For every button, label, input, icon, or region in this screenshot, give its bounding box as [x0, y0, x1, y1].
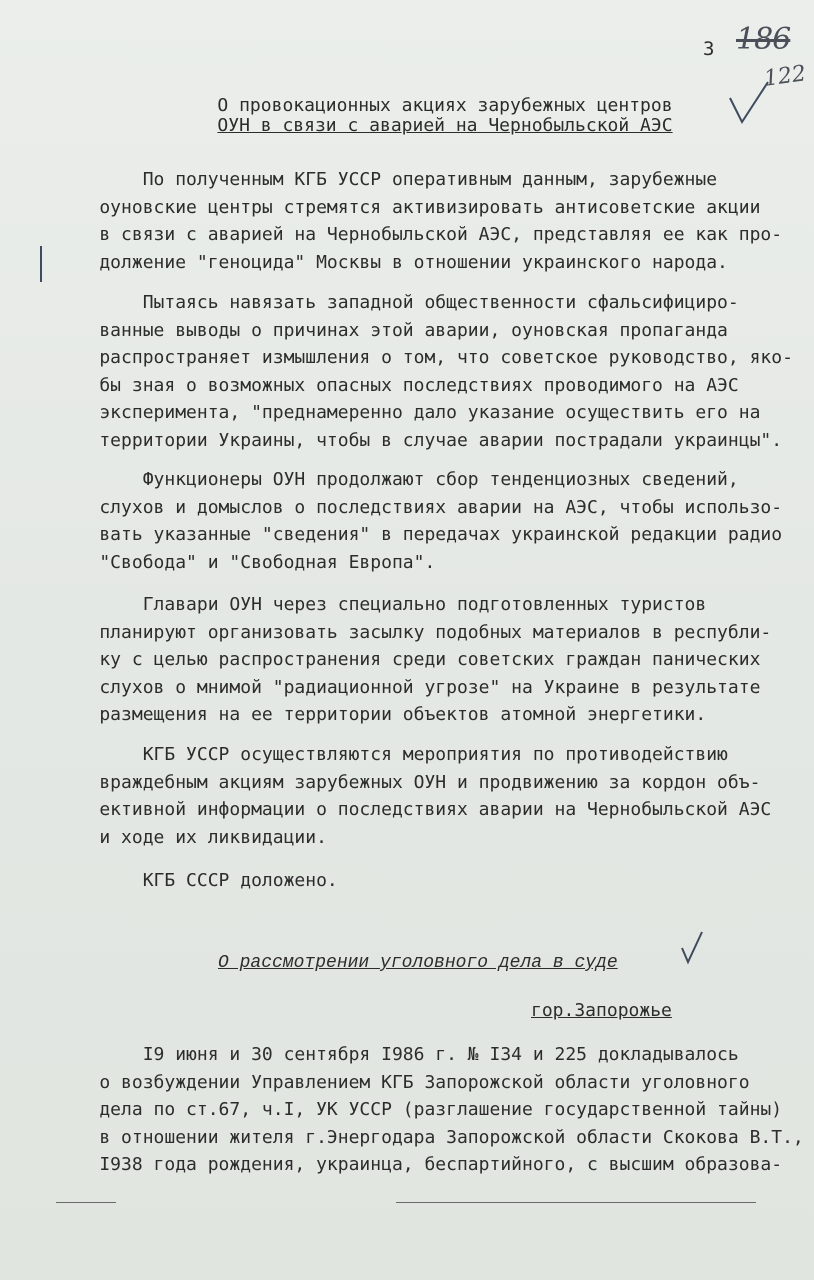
- underline-mark: [56, 1202, 116, 1203]
- paragraph: Главари ОУН через специально подготовленных туристов планируют организовать засылку подобных материалов в республи- ку с целью распространения среди советских граждан панических слухов о мнимой "радиационной угрозе" на Украине в результате размещения на ее территории объектов атомной энергетики.: [99, 594, 772, 725]
- handwritten-page-number: 186: [736, 22, 791, 57]
- checkmark-icon: [678, 928, 708, 968]
- section-location: гор.Запорожье: [531, 1000, 672, 1021]
- page-number: 3: [703, 38, 715, 60]
- paragraph: КГБ УССР осуществляются мероприятия по противодействию враждебным акциям зарубежных ОУН и продвижению за кордон объ- ективной информации о последствиях аварии на Чернобыльской АЭС и ходе их ликвидации.: [99, 744, 772, 848]
- paragraph: КГБ СССР доложено.: [56, 870, 338, 891]
- paragraph: Функционеры ОУН продолжают сбор тенденциозных сведений, слухов и домыслов о последствиях аварии на АЭС, чтобы использо- вать указанные "сведения" в передачах украинской редакции радио "Свобода" и "Свободная Европа".: [99, 469, 783, 573]
- paragraph: По полученным КГБ УССР оперативным данным, зарубежные оуновские центры стремятся активизировать антисоветские акции в связи с аварией на Чернобыльской АЭС, представляя ее как про- должение "геноцида" Москвы в отношении украинского народа.: [99, 169, 783, 273]
- checkmark-icon: [726, 78, 772, 128]
- section-title-line1: О провокационных акциях зарубежных центров: [217, 95, 673, 116]
- section-title-line2: ОУН в связи с аварией на Чернобыльской АЭС: [217, 115, 673, 136]
- paragraph: I9 июня и 30 сентября I986 г. № I34 и 225 докладывалось о возбуждении Управлением КГБ Запорожской области уголовного дела по ст.67, ч.I, УК УССР (разглашение государственной тайны) в отношении жителя г.Энергодара Запорожской области Скокова В.Т., I938 года рождения, украинца, беспартийного, с высшим образова-: [99, 1044, 804, 1175]
- margin-mark-icon: [36, 244, 46, 284]
- handwritten-sheet-number: 122: [762, 61, 808, 92]
- paragraph: Пытаясь навязать западной общественности сфальсифициро- ванные выводы о причинах этой аварии, оуновская пропаганда распространяет измышления о том, что советское руководство, яко- бы зная о возможных опасных последствиях проводимого на АЭС эксперимента, "преднамеренно дало указание осуществить его на территории Украины, чтобы в случае аварии пострадали украинцы".: [99, 292, 793, 451]
- underline-mark: [396, 1202, 756, 1203]
- section-title: О рассмотрении уголовного дела в суде: [218, 953, 618, 973]
